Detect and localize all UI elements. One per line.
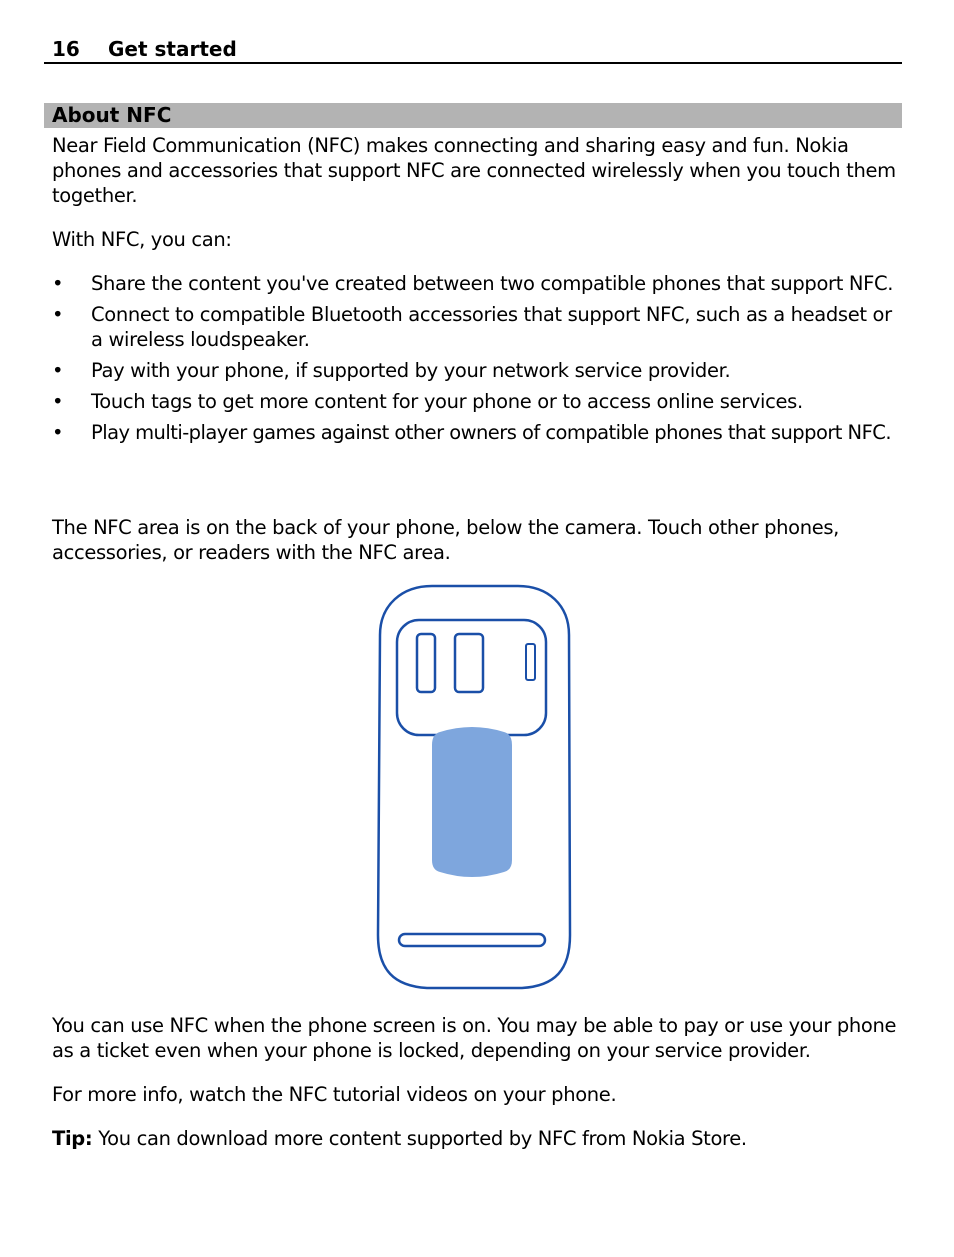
list-item: • Share the content you've created between two compatible phones that support NFC. — [52, 271, 902, 296]
more-info-paragraph: For more info, watch the NFC tutorial videos on your phone. — [52, 1083, 617, 1106]
page-number: 16 — [52, 37, 80, 61]
list-item: • Play multi-player games against other owners of compatible phones that support NFC. — [52, 420, 902, 445]
page-header — [44, 36, 902, 64]
tip-paragraph — [52, 1126, 897, 1151]
list-item: • Connect to compatible Bluetooth accessories that support NFC, such as a headset or a wireless loudspeaker. — [52, 302, 902, 352]
phone-back-illustration — [372, 580, 576, 994]
nfc-uses-list — [52, 271, 902, 451]
tip-text: You can download more content supported by NFC from Nokia Store. — [92, 1127, 747, 1150]
with-nfc-intro: With NFC, you can: — [52, 228, 232, 251]
nfc-area-highlight — [432, 727, 512, 877]
screen-on-paragraph: You can use NFC when the phone screen is on. You may be able to pay or use your phone as a ticket even when your phone is locked, depending on your service provider. — [52, 1014, 897, 1062]
list-item: • Touch tags to get more content for your phone or to access online services. — [52, 389, 902, 414]
nfc-area-paragraph: The NFC area is on the back of your phone, below the camera. Touch other phones, accessories, or readers with the NFC area. — [52, 516, 840, 564]
section-heading-bar — [44, 103, 902, 128]
chapter-title: Get started — [108, 37, 237, 61]
list-item: • Pay with your phone, if supported by your network service provider. — [52, 358, 902, 383]
tip-label: Tip: — [52, 1127, 93, 1150]
intro-paragraph: Near Field Communication (NFC) makes connecting and sharing easy and fun. Nokia phones and accessories that support NFC are connected wirelessly when you touch them together. — [52, 134, 896, 207]
section-title: About NFC — [52, 103, 172, 127]
